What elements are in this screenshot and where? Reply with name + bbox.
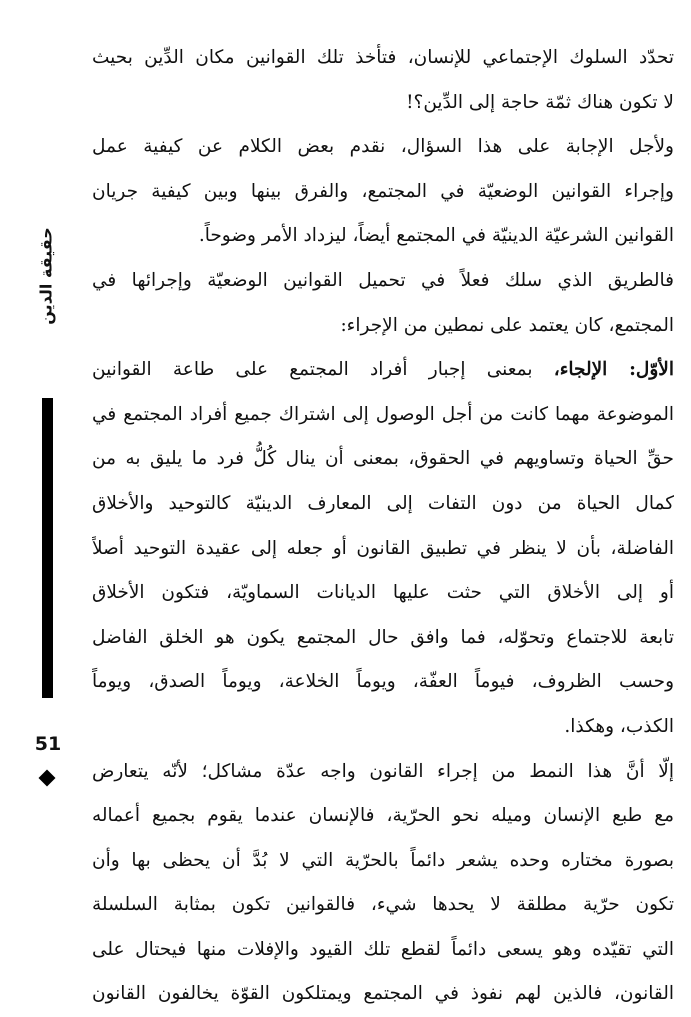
text-line: القانون، فالذين لهم نفوذ في المجتمع ويمتلكون القوّة يخالفون القانون: [92, 983, 674, 1005]
text-line: ولأجل الإجابة على هذا السؤال، نقدم بعض الكلام عن كيفية عمل: [92, 136, 674, 158]
text-line: تكون حرّية مطلقة لا يحدها شيء، فالقوانين تكون بمثابة السلسلة: [92, 894, 674, 916]
page-number: 51: [34, 733, 62, 755]
text-line: وحسب الظروف، فيوماً العفّة، ويوماً الخلاعة، ويوماً الصدق، ويوماً: [92, 671, 674, 693]
text-line: مع طبع الإنسان وميله نحو الحرّية، فالإنسان عندما يقوم بجميع أعماله: [92, 805, 674, 827]
diamond-ornament-icon: [39, 770, 56, 787]
text-line: تحدّد السلوك الإجتماعي للإنسان، فتأخذ تلك القوانين مكان الدِّين بحيث: [92, 47, 674, 68]
text-line: الكذب، وهكذا.: [564, 715, 674, 737]
text-line: كمال الحياة من دون التفات إلى المعارف الدينيّة كالتوحيد والأخلاق: [92, 492, 674, 514]
page-margin: [0, 0, 80, 997]
margin-bar: [42, 398, 53, 698]
text-line: المجتمع، كان يعتمد على نمطين من الإجراء:: [340, 314, 674, 336]
text-line: الموضوعة مهما كانت من أجل الوصول إلى اشتراك جميع أفراد المجتمع في: [92, 403, 674, 425]
text-line: القوانين الشرعيّة الدينيّة في المجتمع أيضاً، ليزداد الأمر وضوحاً.: [198, 225, 674, 247]
body-text: [92, 36, 674, 1017]
text-line: حقِّ الحياة وتساويهم في الحقوق، بمعنى أن ينال كُلُّ فرد ما يليق به من: [92, 448, 674, 470]
text-line: إلّا أنَّ هذا النمط من إجراء القانون واجه عدّة مشاكل؛ لأنّه يتعارض: [92, 760, 674, 782]
text-line: أو إلى الأخلاق التي حثت عليها الديانات السماويّة، فتكون الأخلاق: [92, 582, 674, 604]
text-line-with-term: [92, 348, 674, 393]
text-line: لا تكون هناك ثمّة حاجة إلى الدِّين؟!: [406, 91, 674, 113]
text-line: وإجراء القوانين الوضعيّة في المجتمع، والفرق بينها وبين كيفية جريان: [92, 180, 674, 202]
text-line: الفاضلة، بأن لا ينظر في تطبيق القانون أو جعله إلى عقيدة التوحيد أصلاً: [92, 537, 674, 559]
text-line: تابعة للاجتماع وتحوّله، فما وافق حال المجتمع يكون هو الخلق الفاضل: [92, 626, 674, 648]
running-title-text: حقيقة الدين: [36, 227, 56, 325]
text-line-rest: بمعنى إجبار أفراد المجتمع على طاعة القوانين: [92, 359, 533, 381]
text-line: التي تقيّده وهو يسعى دائماً لقطع تلك القيود والإفلات منها فيحتال على: [92, 938, 674, 960]
text-line: بصورة مختاره وحده يشعر دائماً بالحرّية التي لا بُدَّ أن يحظى بها وأن: [92, 849, 674, 871]
term-first: الأوّل: الإلجاء،: [553, 359, 674, 381]
text-line: فالطريق الذي سلك فعلاً في تحميل القوانين الوضعيّة وإجرائها في: [92, 269, 674, 291]
